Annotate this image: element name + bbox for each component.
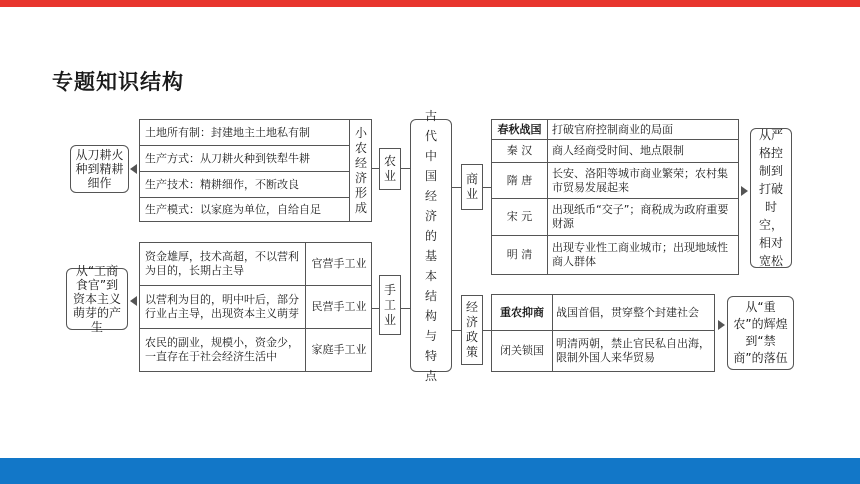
policy-desc-1: 战国首倡，贯穿整个封建社会	[556, 305, 699, 319]
policy-char: 政	[465, 330, 478, 344]
agriculture-char: 农	[383, 154, 396, 168]
commerce-desc-3: 长安、洛阳等城市商业繁荣；农村集市贸易发展起来	[552, 166, 728, 194]
policy-name-1: 重农抑商	[500, 305, 544, 319]
commerce-desc-5: 出现专业性工商业城市；出现地域性商人群体	[552, 241, 728, 268]
small-farm-economy-char: 济	[354, 170, 367, 185]
center-theme-char: 经	[424, 188, 437, 203]
commerce-era-1: 春秋战国	[497, 122, 542, 136]
small-farm-economy-char: 成	[354, 200, 367, 215]
center-theme-char: 基	[424, 248, 437, 263]
agriculture-label	[379, 148, 401, 190]
small-farm-economy-char: 小	[354, 125, 367, 140]
commerce-era-3: 隋 唐	[506, 173, 533, 187]
handicraft-char: 手	[383, 282, 396, 297]
commerce-desc-2: 商人经商受时间、地点限制	[552, 144, 684, 157]
center-theme-char: 古	[424, 108, 437, 123]
bottom-accent-bar	[0, 458, 860, 484]
handicraft-detail-box	[139, 242, 372, 372]
center-theme-char: 的	[424, 228, 437, 243]
commerce-era-5: 明 清	[506, 248, 533, 261]
commerce-era-2: 秦 汉	[506, 144, 533, 157]
small-farm-economy-char: 形	[354, 185, 367, 200]
commerce-desc-1: 打破官府控制商业的局面	[552, 122, 673, 136]
handicraft-char: 工	[383, 297, 396, 312]
center-theme-char: 构	[424, 308, 437, 323]
agriculture-row-3: 生产技术：精耕细作，不断改良	[145, 177, 299, 191]
policy-note-arrow	[718, 320, 725, 330]
handicraft-label	[379, 275, 401, 335]
handicraft-row-3-type: 家庭手工业	[311, 343, 367, 356]
center-theme-box	[410, 108, 452, 383]
agriculture-char: 业	[383, 169, 396, 183]
small-farm-economy-char: 农	[354, 140, 367, 155]
center-theme-char: 点	[424, 368, 437, 383]
handicraft-note: 从“工商食官”到资本主义萌芽的产生	[66, 268, 128, 330]
center-theme-char: 代	[424, 128, 437, 143]
center-theme-char: 本	[424, 268, 437, 283]
agriculture-note-arrow	[130, 164, 137, 174]
page-title: 专题知识结构	[52, 70, 184, 94]
handicraft-row-1-type: 官营手工业	[311, 257, 367, 270]
center-theme-char: 国	[424, 168, 437, 183]
policy-desc-2: 明清两朝，禁止官民私自出海，限制外国人来华贸易	[556, 337, 710, 364]
policy-char: 策	[465, 345, 478, 359]
policy-detail-box	[491, 294, 715, 372]
small-farm-economy-label	[350, 120, 372, 221]
center-theme-char: 中	[424, 148, 437, 163]
policy-char: 经	[465, 300, 478, 314]
agriculture-note: 从刀耕火种到精耕细作	[70, 145, 129, 193]
center-theme-char: 济	[424, 208, 437, 223]
commerce-note: 从严格控制到打破时空，相对宽松	[750, 128, 792, 268]
handicraft-note-arrow	[130, 296, 137, 306]
handicraft-row-2-type: 民营手工业	[311, 300, 367, 313]
commerce-era-4: 宋 元	[506, 210, 533, 223]
commerce-note-arrow	[741, 186, 748, 196]
small-farm-economy-char: 经	[354, 155, 367, 170]
agriculture-row-4: 生产模式：以家庭为单位，自给自足	[145, 203, 321, 216]
handicraft-row-2-desc: 以营利为目的，明中叶后，部分行业占主导，出现资本主义萌芽	[145, 293, 299, 320]
policy-name-2: 闭关锁国	[500, 344, 544, 357]
commerce-detail-box	[491, 119, 739, 275]
policy-note: 从“重农”的辉煌到“禁商”的落伍	[727, 296, 794, 370]
center-theme-char: 特	[424, 348, 437, 363]
agriculture-row-2: 生产方式：从刀耕火种到铁犁牛耕	[145, 151, 310, 165]
agriculture-row-1: 土地所有制：封建地主土地私有制	[145, 125, 310, 139]
handicraft-row-1-desc: 资金雄厚，技术高超，不以营利为目的，长期占主导	[145, 250, 299, 277]
top-accent-bar	[0, 0, 860, 7]
agriculture-detail-box	[139, 119, 372, 222]
commerce-label	[461, 164, 483, 210]
handicraft-row-3-desc: 农民的副业，规模小，资金少，一直存在于社会经济生活中	[145, 336, 299, 363]
handicraft-char: 业	[383, 312, 396, 327]
policy-char: 济	[465, 315, 478, 329]
commerce-char: 商	[465, 172, 478, 186]
commerce-desc-4: 出现纸币“交子”；商税成为政府重要财源	[552, 203, 729, 230]
commerce-char: 业	[465, 187, 478, 201]
center-theme-char: 与	[424, 328, 437, 343]
center-theme-char: 结	[424, 288, 437, 303]
policy-label	[461, 295, 483, 365]
